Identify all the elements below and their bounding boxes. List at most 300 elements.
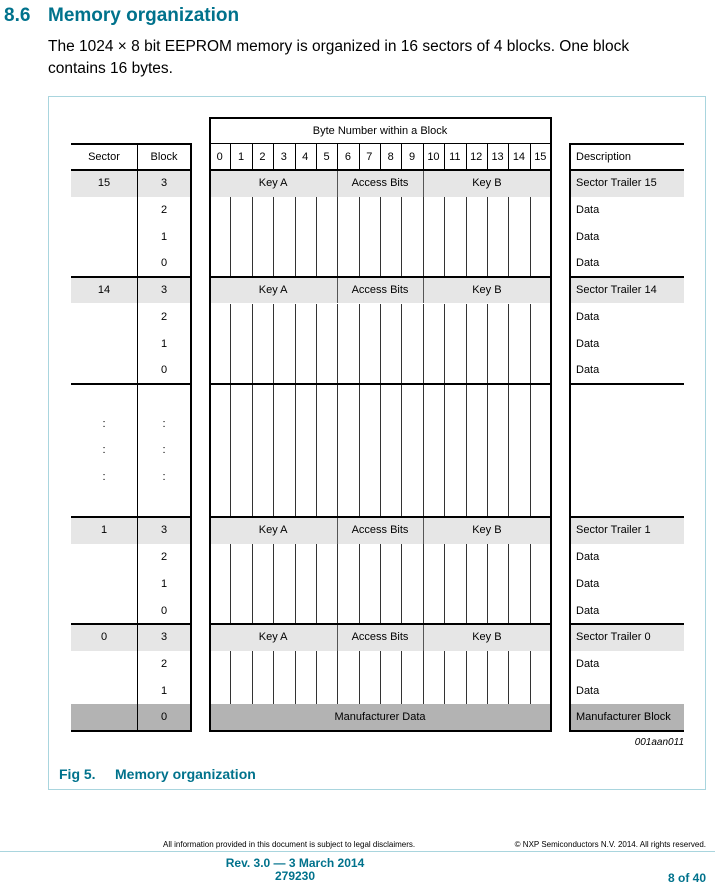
byte-divider (295, 490, 296, 517)
description-cell (569, 384, 684, 411)
byte-divider (401, 490, 402, 517)
description-cell: Data (576, 230, 600, 243)
block-cell: 3 (137, 170, 191, 197)
byte-divider (508, 304, 509, 331)
byte-divider (401, 384, 402, 411)
byte-index-header: 15 (534, 151, 547, 163)
byte-divider (295, 410, 296, 437)
byte-divider (444, 571, 445, 598)
byte-divider (444, 437, 445, 464)
byte-divider (530, 651, 531, 678)
sector-boundary (569, 623, 684, 625)
field-separator (423, 170, 424, 197)
document-number: 279230 (274, 869, 316, 883)
byte-divider (316, 410, 317, 437)
byte-divider (359, 304, 360, 331)
description-cell: Sector Trailer 14 (569, 277, 684, 304)
page-number: 8 of 40 (667, 871, 706, 885)
byte-divider (337, 197, 338, 224)
sector-boundary (209, 169, 552, 171)
manufacturer-data-field: Manufacturer Data (209, 704, 551, 731)
byte-divider (423, 384, 424, 411)
sector-boundary (209, 623, 552, 625)
byte-divider (444, 330, 445, 357)
byte-divider (444, 223, 445, 250)
byte-divider (316, 330, 317, 357)
footer-divider (0, 851, 715, 852)
byte-divider (295, 571, 296, 598)
byte-divider (423, 490, 424, 517)
field-separator (337, 170, 338, 197)
byte-divider (273, 250, 274, 277)
byte-divider (423, 464, 424, 491)
byte-divider (337, 597, 338, 624)
byte-divider (466, 330, 467, 357)
sector-cell: 0 (71, 624, 137, 651)
field-separator (337, 624, 338, 651)
byte-divider (466, 197, 467, 224)
byte-divider (466, 357, 467, 384)
figure-id: 001aan011 (634, 737, 684, 748)
byte-divider (295, 223, 296, 250)
byte-divider (401, 330, 402, 357)
block-cell (137, 490, 191, 517)
byte-divider (487, 410, 488, 437)
byte-divider (487, 571, 488, 598)
description-cell: Data (576, 257, 600, 270)
byte-divider (530, 544, 531, 571)
sector-cell (71, 597, 137, 624)
byte-divider (423, 651, 424, 678)
footer-disclaimer: All information provided in this document is subject to legal disclaimers. (163, 840, 416, 849)
byte-index-header: 12 (470, 151, 483, 163)
byte-divider (337, 223, 338, 250)
byte-divider (337, 144, 338, 170)
byte-divider (337, 651, 338, 678)
byte-divider (466, 144, 467, 170)
block-cell (137, 384, 191, 411)
byte-divider (487, 144, 488, 170)
byte-divider (530, 304, 531, 331)
byte-divider (380, 651, 381, 678)
byte-divider (401, 597, 402, 624)
sector-cell (71, 571, 137, 598)
byte-divider (423, 677, 424, 704)
byte-divider (295, 651, 296, 678)
key-a-field: Key A (209, 277, 337, 304)
block-cell: : (162, 471, 166, 484)
byte-divider (273, 223, 274, 250)
byte-divider (487, 357, 488, 384)
byte-divider (401, 437, 402, 464)
byte-divider (273, 464, 274, 491)
byte-divider (337, 490, 338, 517)
byte-divider (230, 410, 231, 437)
byte-index-header: 4 (302, 151, 309, 163)
byte-divider (530, 384, 531, 411)
byte-divider (508, 223, 509, 250)
byte-divider (530, 357, 531, 384)
byte-divider (508, 651, 509, 678)
byte-divider (337, 330, 338, 357)
sector-boundary (71, 730, 192, 732)
sector-boundary (209, 516, 552, 518)
byte-divider (423, 197, 424, 224)
block-cell: 3 (137, 517, 191, 544)
byte-divider (423, 330, 424, 357)
block-cell: 0 (160, 257, 168, 270)
byte-divider (466, 223, 467, 250)
byte-divider (444, 144, 445, 170)
byte-divider (316, 357, 317, 384)
byte-divider (230, 384, 231, 411)
field-separator (423, 277, 424, 304)
table-border (550, 117, 552, 732)
byte-divider (508, 250, 509, 277)
byte-divider (444, 250, 445, 277)
byte-divider (316, 197, 317, 224)
sector-boundary (209, 730, 552, 732)
access-bits-field: Access Bits (337, 517, 423, 544)
byte-divider (401, 223, 402, 250)
byte-divider (380, 330, 381, 357)
byte-divider (380, 597, 381, 624)
byte-divider (252, 250, 253, 277)
byte-divider (423, 597, 424, 624)
byte-divider (295, 384, 296, 411)
byte-divider (487, 330, 488, 357)
block-header: Block (150, 151, 178, 163)
block-cell: 3 (137, 277, 191, 304)
description-cell: Data (576, 657, 600, 670)
sector-boundary (71, 516, 192, 518)
byte-divider (466, 250, 467, 277)
byte-divider (273, 597, 274, 624)
byte-divider (230, 330, 231, 357)
section-number: 8.6 (4, 5, 31, 26)
byte-index-header: 14 (512, 151, 526, 163)
byte-divider (359, 384, 360, 411)
block-cell: 2 (160, 657, 168, 670)
byte-divider (230, 597, 231, 624)
byte-divider (466, 384, 467, 411)
byte-divider (316, 490, 317, 517)
byte-divider (380, 571, 381, 598)
description-cell: Sector Trailer 1 (569, 517, 684, 544)
byte-divider (380, 410, 381, 437)
byte-divider (487, 197, 488, 224)
byte-divider (337, 544, 338, 571)
byte-divider (252, 223, 253, 250)
byte-divider (230, 437, 231, 464)
byte-divider (466, 464, 467, 491)
description-cell: Data (576, 604, 600, 617)
byte-divider (401, 651, 402, 678)
sector-boundary (209, 383, 552, 385)
byte-divider (423, 571, 424, 598)
byte-divider (273, 651, 274, 678)
byte-index-header: 8 (387, 151, 394, 163)
byte-divider (401, 410, 402, 437)
byte-divider (487, 544, 488, 571)
byte-divider (380, 144, 381, 170)
byte-divider (273, 384, 274, 411)
byte-divider (444, 197, 445, 224)
table-border (569, 143, 571, 732)
byte-divider (337, 677, 338, 704)
key-b-field: Key B (423, 277, 551, 304)
byte-divider (359, 490, 360, 517)
byte-divider (230, 144, 231, 170)
byte-divider (295, 677, 296, 704)
byte-divider (508, 144, 509, 170)
description-cell: Data (576, 204, 600, 217)
byte-divider (295, 437, 296, 464)
byte-divider (401, 571, 402, 598)
sector-cell: : (102, 417, 106, 430)
byte-divider (380, 197, 381, 224)
description-cell: Data (576, 684, 600, 697)
byte-divider (252, 437, 253, 464)
byte-divider (252, 544, 253, 571)
byte-divider (359, 223, 360, 250)
access-bits-field: Access Bits (337, 277, 423, 304)
byte-divider (359, 410, 360, 437)
byte-divider (359, 597, 360, 624)
field-separator (423, 624, 424, 651)
sector-cell (71, 544, 137, 571)
byte-divider (230, 357, 231, 384)
byte-divider (273, 330, 274, 357)
description-cell (569, 437, 684, 464)
byte-divider (487, 304, 488, 331)
byte-divider (295, 464, 296, 491)
byte-divider (401, 304, 402, 331)
byte-divider (487, 464, 488, 491)
sector-cell (71, 304, 137, 331)
key-b-field: Key B (423, 624, 551, 651)
byte-index-header: 3 (280, 151, 287, 163)
byte-divider (466, 571, 467, 598)
byte-divider (252, 384, 253, 411)
byte-divider (401, 677, 402, 704)
byte-divider (401, 357, 402, 384)
byte-divider (423, 544, 424, 571)
field-separator (423, 517, 424, 544)
sector-boundary (569, 516, 684, 518)
byte-divider (316, 304, 317, 331)
byte-divider (295, 250, 296, 277)
byte-index-header: 11 (449, 151, 461, 163)
byte-divider (359, 250, 360, 277)
key-a-field: Key A (209, 517, 337, 544)
sector-cell (71, 490, 137, 517)
byte-divider (380, 677, 381, 704)
field-separator (337, 517, 338, 544)
byte-divider (444, 544, 445, 571)
byte-divider (252, 357, 253, 384)
byte-divider (530, 197, 531, 224)
sector-cell: : (102, 444, 106, 457)
byte-divider (444, 410, 445, 437)
byte-divider (466, 410, 467, 437)
byte-divider (359, 571, 360, 598)
byte-divider (252, 197, 253, 224)
key-b-field: Key B (423, 517, 551, 544)
byte-divider (316, 544, 317, 571)
sector-cell: : (102, 471, 106, 484)
byte-divider (316, 384, 317, 411)
description-cell (569, 410, 684, 437)
byte-divider (230, 544, 231, 571)
byte-divider (401, 250, 402, 277)
byte-divider (401, 197, 402, 224)
sector-cell (71, 384, 137, 411)
byte-divider (295, 304, 296, 331)
byte-divider (530, 464, 531, 491)
sector-boundary (569, 383, 684, 385)
byte-divider (380, 384, 381, 411)
byte-divider (487, 384, 488, 411)
byte-divider (316, 597, 317, 624)
sector-cell (71, 330, 137, 357)
byte-divider (444, 464, 445, 491)
byte-divider (230, 651, 231, 678)
byte-divider (508, 677, 509, 704)
byte-divider (508, 357, 509, 384)
byte-divider (252, 651, 253, 678)
byte-divider (444, 651, 445, 678)
block-cell: 2 (160, 310, 168, 323)
byte-divider (530, 250, 531, 277)
description-cell: Data (576, 337, 600, 350)
byte-divider (487, 437, 488, 464)
byte-divider (530, 410, 531, 437)
byte-divider (359, 330, 360, 357)
byte-divider (487, 490, 488, 517)
byte-index-header: 7 (366, 151, 373, 163)
byte-divider (444, 384, 445, 411)
byte-divider (316, 571, 317, 598)
byte-divider (337, 464, 338, 491)
byte-divider (252, 464, 253, 491)
byte-divider (423, 144, 424, 170)
sector-cell: 14 (71, 277, 137, 304)
byte-divider (466, 304, 467, 331)
table-border (569, 143, 684, 145)
byte-divider (316, 464, 317, 491)
byte-divider (273, 144, 274, 170)
sector-boundary (569, 276, 684, 278)
byte-divider (530, 490, 531, 517)
byte-divider (273, 437, 274, 464)
byte-divider (273, 197, 274, 224)
block-cell: 2 (160, 204, 168, 217)
byte-divider (380, 464, 381, 491)
byte-index-header: 1 (238, 151, 245, 163)
byte-divider (337, 410, 338, 437)
byte-divider (444, 597, 445, 624)
block-cell: 1 (160, 337, 168, 350)
figure-caption (59, 766, 256, 782)
byte-divider (423, 437, 424, 464)
table-border (209, 117, 552, 119)
table-border (190, 143, 192, 732)
byte-divider (359, 144, 360, 170)
description-cell: Data (576, 551, 600, 564)
byte-divider (359, 544, 360, 571)
block-cell: 2 (160, 551, 168, 564)
byte-divider (230, 490, 231, 517)
byte-divider (508, 330, 509, 357)
byte-divider (423, 250, 424, 277)
byte-divider (230, 223, 231, 250)
byte-divider (530, 437, 531, 464)
sector-cell (71, 677, 137, 704)
figure-title: Memory organization (115, 766, 256, 782)
byte-divider (508, 410, 509, 437)
description-cell: Sector Trailer 15 (569, 170, 684, 197)
byte-divider (466, 490, 467, 517)
byte-divider (252, 330, 253, 357)
byte-divider (316, 144, 317, 170)
byte-divider (316, 651, 317, 678)
byte-divider (337, 250, 338, 277)
block-cell: 3 (137, 624, 191, 651)
byte-divider (359, 651, 360, 678)
byte-divider (444, 490, 445, 517)
byte-divider (295, 197, 296, 224)
sector-boundary (71, 623, 192, 625)
byte-divider (508, 597, 509, 624)
byte-divider (508, 384, 509, 411)
block-cell: 1 (160, 577, 168, 590)
revision-text: Rev. 3.0 — 3 March 2014 (225, 856, 365, 870)
byte-divider (252, 144, 253, 170)
byte-divider (508, 571, 509, 598)
byte-divider (252, 597, 253, 624)
byte-divider (444, 304, 445, 331)
intro-paragraph: The 1024 × 8 bit EEPROM memory is organized in 16 sectors of 4 blocks. One block contains 16 bytes. (48, 38, 630, 77)
sector-cell (71, 651, 137, 678)
byte-divider (466, 651, 467, 678)
byte-divider (316, 677, 317, 704)
byte-divider (359, 357, 360, 384)
block-cell: 1 (160, 684, 168, 697)
byte-divider (252, 304, 253, 331)
sector-boundary (71, 276, 192, 278)
byte-divider (337, 437, 338, 464)
byte-divider (359, 197, 360, 224)
byte-divider (380, 357, 381, 384)
byte-divider (230, 304, 231, 331)
description-cell: Sector Trailer 0 (569, 624, 684, 651)
byte-divider (230, 197, 231, 224)
byte-divider (273, 571, 274, 598)
byte-divider (380, 250, 381, 277)
description-cell (569, 490, 684, 517)
byte-divider (530, 330, 531, 357)
byte-divider (508, 464, 509, 491)
byte-divider (273, 357, 274, 384)
table-border (209, 143, 552, 144)
block-cell: 0 (160, 364, 168, 377)
byte-divider (423, 223, 424, 250)
sector-header: Sector (88, 151, 120, 163)
byte-divider (295, 597, 296, 624)
description-cell: Data (576, 310, 600, 323)
byte-divider (295, 144, 296, 170)
